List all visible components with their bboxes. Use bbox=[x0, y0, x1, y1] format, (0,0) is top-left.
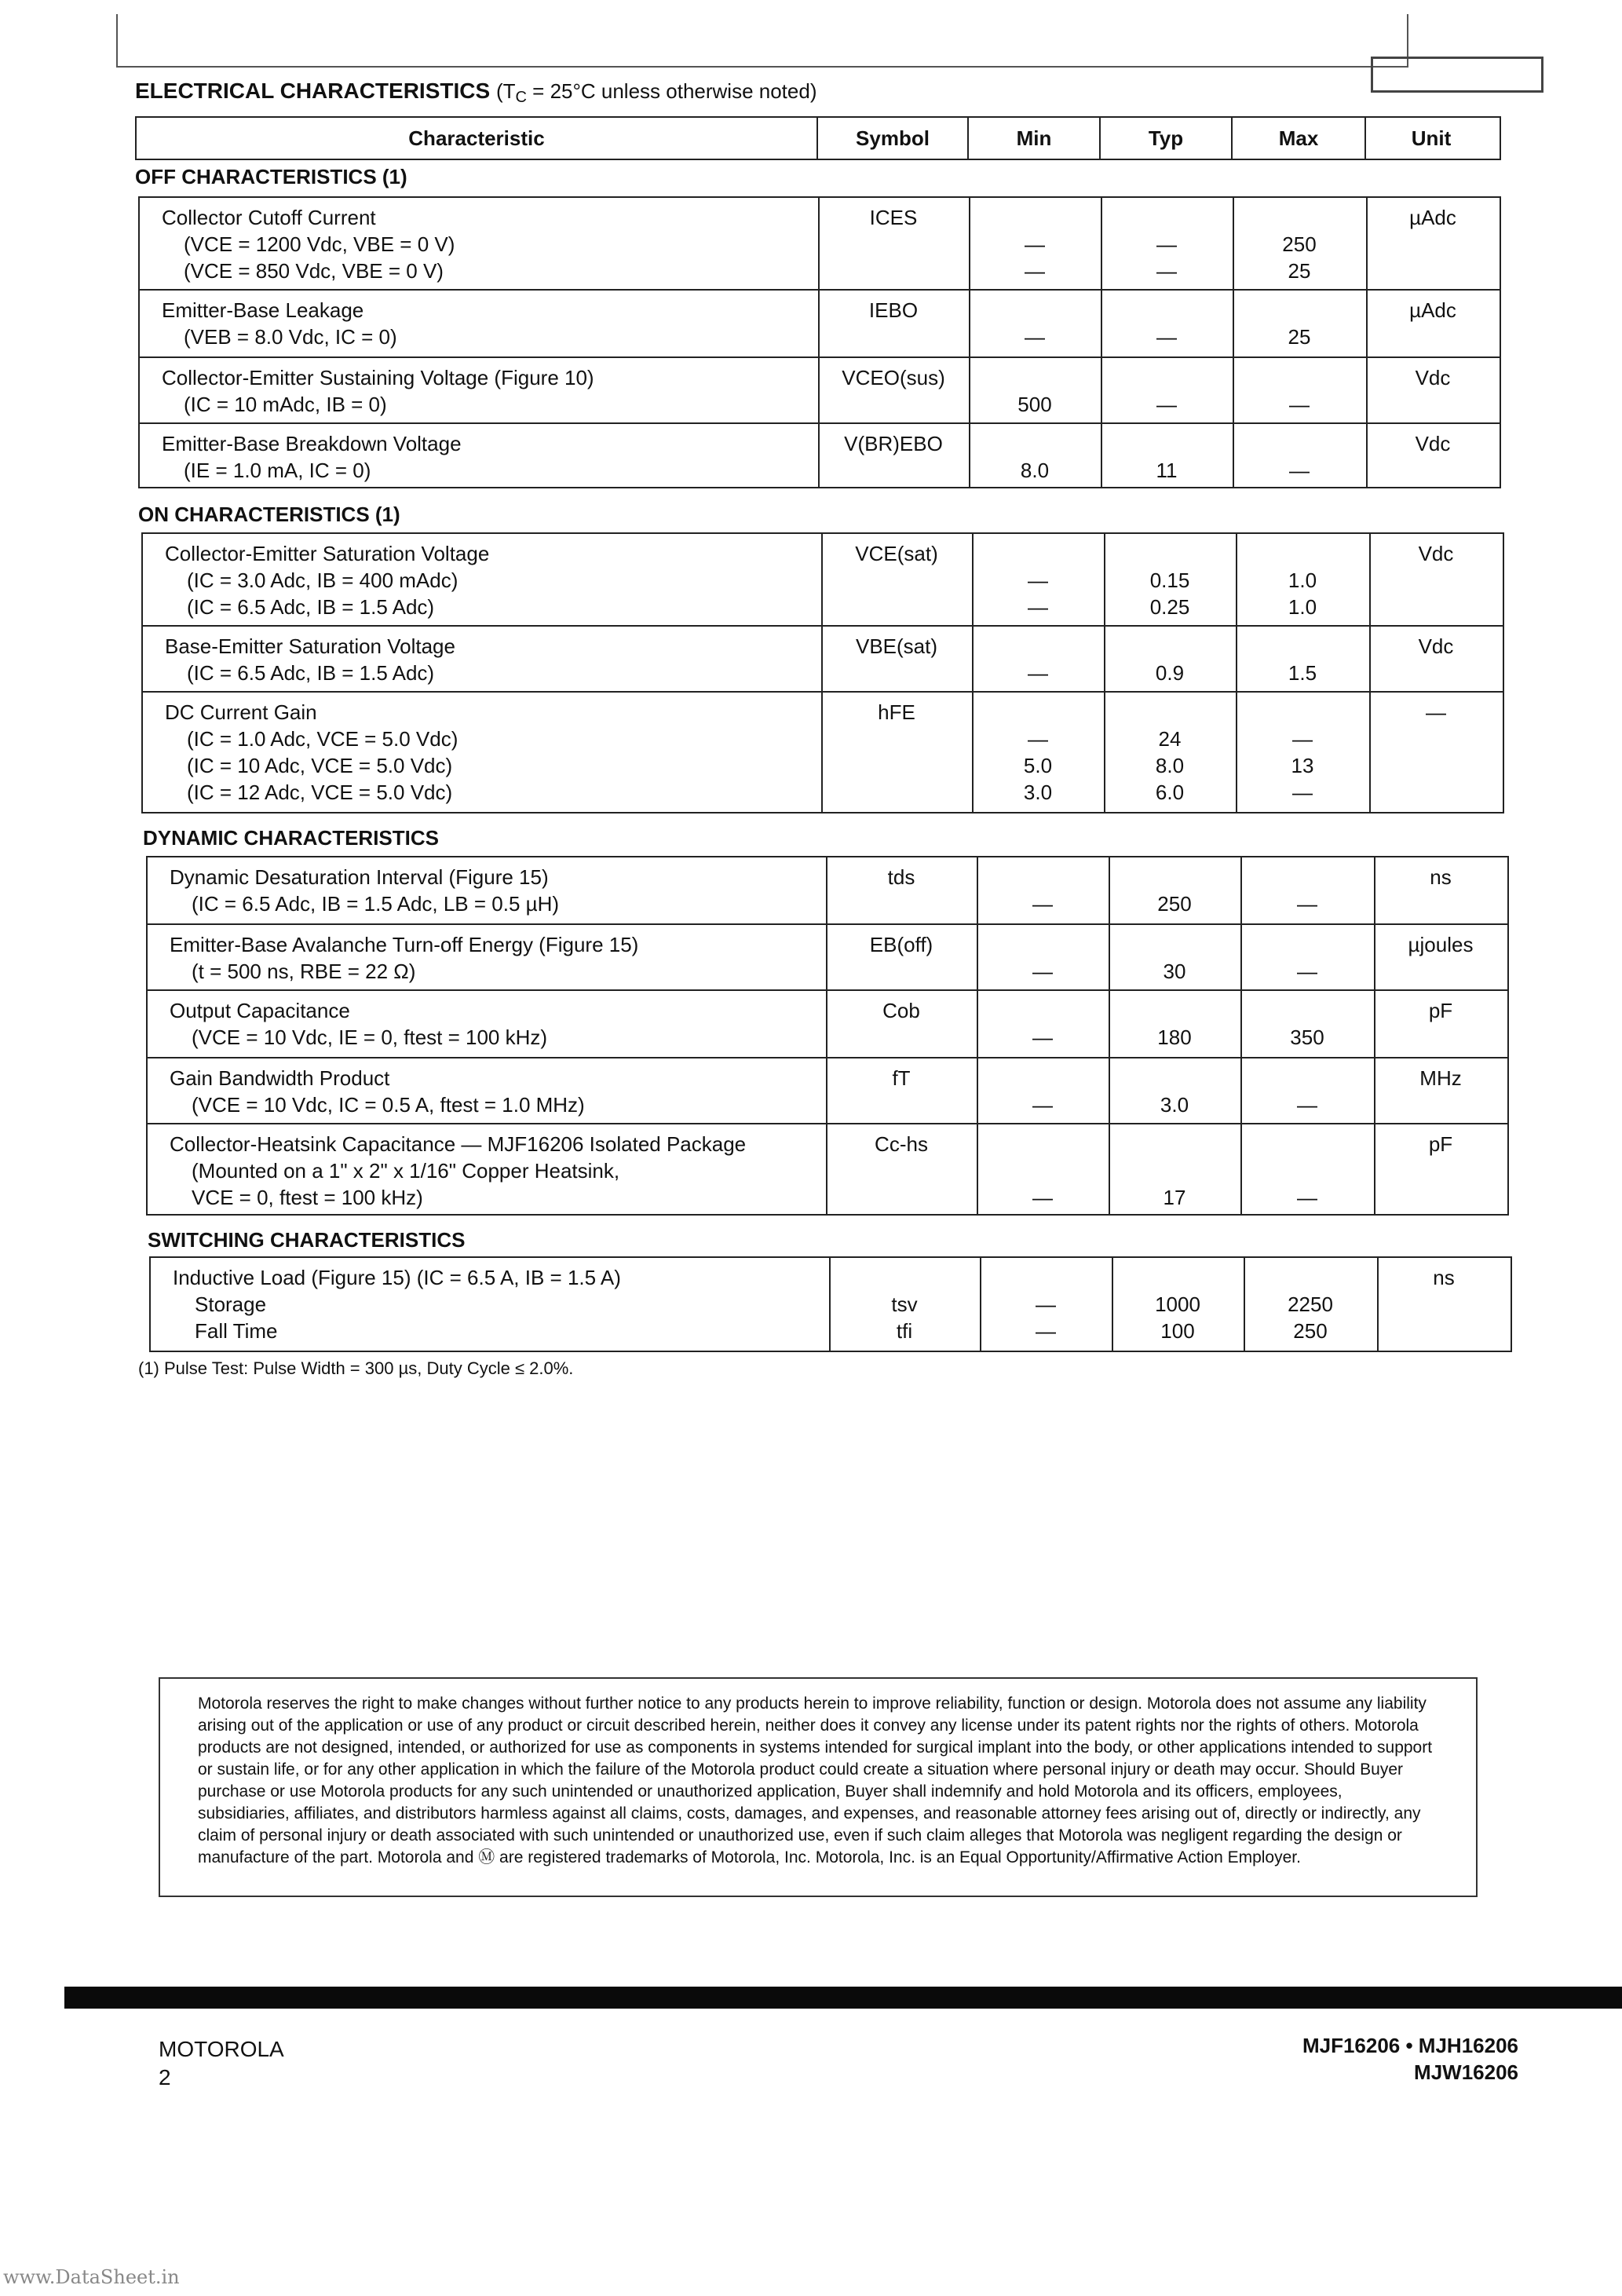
corner-frame bbox=[1371, 57, 1543, 93]
unit-cell: Vdc bbox=[1415, 366, 1451, 389]
unit-cell: Vdc bbox=[1415, 432, 1451, 455]
on-group bbox=[141, 532, 1504, 813]
unit-cell: — bbox=[1426, 700, 1446, 724]
characteristic-name: Collector-Heatsink Capacitance — MJF16206 Isolated Package bbox=[170, 1132, 747, 1156]
top-frame bbox=[116, 14, 1408, 68]
footer-bar bbox=[64, 1987, 1622, 2009]
unit-cell: µAdc bbox=[1409, 298, 1456, 322]
part-numbers-line2: MJW16206 bbox=[1414, 2060, 1518, 2084]
characteristic-name: Gain Bandwidth Product bbox=[170, 1066, 390, 1090]
characteristic-name: Collector Cutoff Current bbox=[162, 206, 376, 229]
characteristic-name: Emitter-Base Breakdown Voltage bbox=[162, 432, 462, 455]
symbol-cell: ICES bbox=[869, 206, 918, 229]
dynamic-group bbox=[146, 856, 1509, 1216]
symbol-cell: VBE(sat) bbox=[855, 634, 938, 658]
table-row: Emitter-Base Breakdown Voltage (IE = 1.0 mA, IC = 0) V(BR)EBO 8.0 11 — Vdc bbox=[140, 424, 1500, 490]
symbol-cell: V(BR)EBO bbox=[844, 432, 943, 455]
symbol-cell: hFE bbox=[878, 700, 915, 724]
table-row: Inductive Load (Figure 15) (IC = 6.5 A, IB = 1.5 A) Storage Fall Time tsv tfi — — 1000 100 2250 250 ns bbox=[151, 1258, 1511, 1354]
unit-cell: MHz bbox=[1419, 1066, 1462, 1090]
characteristic-name: Collector-Emitter Sustaining Voltage (Figure 10) bbox=[162, 366, 594, 389]
table-row: Collector Cutoff Current (VCE = 1200 Vdc, VBE = 0 V) (VCE = 850 Vdc, VBE = 0 V) ICES — — — — 250 25 µAdc bbox=[140, 198, 1500, 291]
unit-cell: µAdc bbox=[1409, 206, 1456, 229]
symbol-cell: EB(off) bbox=[869, 933, 933, 956]
symbol-cell: Cc-hs bbox=[875, 1132, 928, 1156]
symbol-cell: fT bbox=[892, 1066, 911, 1090]
off-group bbox=[138, 196, 1501, 488]
table-row: Collector-Heatsink Capacitance — MJF16206 Isolated Package (Mounted on a 1" x 2" x 1/16" Copper Heatsink, VCE = 0, ftest = 100 kHz) Cc-hs — 17 — pF bbox=[148, 1124, 1507, 1217]
characteristic-name: DC Current Gain bbox=[165, 700, 317, 724]
header-unit: Unit bbox=[1411, 126, 1452, 150]
characteristic-name: Base-Emitter Saturation Voltage bbox=[165, 634, 455, 658]
unit-cell: Vdc bbox=[1418, 542, 1454, 565]
symbol-cell: tds bbox=[887, 865, 915, 889]
section-switching: SWITCHING CHARACTERISTICS bbox=[148, 1228, 466, 1252]
table-header bbox=[135, 116, 1501, 160]
unit-cell: pF bbox=[1428, 1132, 1453, 1156]
header-max: Max bbox=[1233, 118, 1366, 159]
table-row: Base-Emitter Saturation Voltage (IC = 6.5 Adc, IB = 1.5 Adc) VBE(sat) — 0.9 1.5 Vdc bbox=[143, 627, 1503, 693]
section-on: ON CHARACTERISTICS (1) bbox=[138, 503, 400, 526]
part-numbers-line1: MJF16206 • MJH16206 bbox=[1302, 2034, 1518, 2057]
table-title: ELECTRICAL CHARACTERISTICS ($T_C = 25^\circ C$ unless otherwise noted) bbox=[135, 79, 817, 106]
switching-group bbox=[149, 1256, 1512, 1352]
unit-cell: ns bbox=[1430, 865, 1452, 889]
characteristic-name: Output Capacitance bbox=[170, 999, 350, 1022]
symbol-cell: Cob bbox=[882, 999, 920, 1022]
table-row: Collector-Emitter Sustaining Voltage (Figure 10) (IC = 10 mAdc, IB = 0) VCEO(sus) 500 — — Vdc bbox=[140, 358, 1500, 424]
characteristic-name: Emitter-Base Leakage bbox=[162, 298, 364, 322]
symbol-cell: IEBO bbox=[868, 298, 919, 322]
header-symbol: Symbol bbox=[818, 118, 969, 159]
company-name: MOTOROLA bbox=[159, 2037, 284, 2061]
header-characteristic: Characteristic bbox=[137, 118, 818, 159]
symbol-cell: tsv bbox=[891, 1292, 918, 1316]
footer-left bbox=[159, 2035, 284, 2092]
table-row: Gain Bandwidth Product (VCE = 10 Vdc, IC = 0.5 A, ftest = 1.0 MHz) fT — 3.0 — MHz bbox=[148, 1058, 1507, 1124]
table-row: Collector-Emitter Saturation Voltage (IC = 3.0 Adc, IB = 400 mAdc) (IC = 6.5 Adc, IB = 1.5 Adc) VCE(sat) — — 0.15 0.25 1.0 1.0 Vdc bbox=[143, 534, 1503, 627]
header-typ: Typ bbox=[1101, 118, 1233, 159]
unit-cell: pF bbox=[1428, 999, 1453, 1022]
characteristic-name: Dynamic Desaturation Interval (Figure 15) bbox=[170, 865, 549, 889]
footnote: (1) Pulse Test: Pulse Width = 300 µs, Duty Cycle ≤ 2.0%. bbox=[138, 1358, 574, 1378]
characteristic-name: Collector-Emitter Saturation Voltage bbox=[165, 542, 490, 565]
section-dynamic: DYNAMIC CHARACTERISTICS bbox=[143, 826, 439, 850]
unit-cell: ns bbox=[1433, 1266, 1455, 1289]
symbol-cell: VCEO(sus) bbox=[842, 366, 945, 389]
symbol-cell: VCE(sat) bbox=[855, 542, 938, 565]
table-row: DC Current Gain (IC = 1.0 Adc, VCE = 5.0 Vdc) (IC = 10 Adc, VCE = 5.0 Vdc) (IC = 12 Adc, VCE = 5.0 Vdc) hFE — 5.0 3.0 24 8.0 6.0 — 13 — — bbox=[143, 693, 1503, 815]
table-row: Emitter-Base Leakage (VEB = 8.0 Vdc, IC = 0) IEBO — — 25 µAdc bbox=[140, 291, 1500, 358]
footer-right bbox=[1302, 2032, 1518, 2086]
header-min: Min bbox=[969, 118, 1101, 159]
characteristic-name: Inductive Load (Figure 15) (IC = 6.5 A, IB = 1.5 A) bbox=[173, 1266, 621, 1289]
characteristic-name: Emitter-Base Avalanche Turn-off Energy (Figure 15) bbox=[170, 933, 639, 956]
legal-disclaimer: Motorola reserves the right to make changes without further notice to any products herein to improve reliability, function or design. Motorola does not assume any liability arising out of the application or use of any product or circuit described herein, neither does it convey any license under its patent rights nor the rights of others. Motorola products are not designed, intended, or authorized for use as components in systems intended for surgical implant into the body, or other applications intended to support or sustain life, or for any other application in which the failure of the Motorola product could create a situation where personal injury or death may occur. Should Buyer purchase or use Motorola products for any such unintended or unauthorized application, Buyer shall indemnify and hold Motorola and its officers, employees, subsidiaries, affiliates, and distributors harmless against all claims, costs, damages, and expenses, and reasonable attorney fees arising out of, directly or indirectly, any claim of personal injury or death associated with such unintended or unauthorized use, even if such claim alleges that Motorola was negligent regarding the design or manufacture of the part. Motorola and Ⓜ are registered trademarks of Motorola, Inc. Motorola, Inc. is an Equal Opportunity/Affirmative Action Employer. bbox=[159, 1677, 1478, 1897]
unit-cell: µjoules bbox=[1408, 933, 1474, 956]
table-row: Dynamic Desaturation Interval (Figure 15) (IC = 6.5 Adc, IB = 1.5 Adc, LB = 0.5 µH) tds — 250 — ns bbox=[148, 857, 1507, 925]
table-row: Emitter-Base Avalanche Turn-off Energy (Figure 15) (t = 500 ns, RBE = 22 Ω) EB(off) — 30 — µjoules bbox=[148, 925, 1507, 991]
table-row: Output Capacitance (VCE = 10 Vdc, IE = 0, ftest = 100 kHz) Cob — 180 350 pF bbox=[148, 991, 1507, 1058]
page-number: 2 bbox=[159, 2065, 171, 2089]
section-off: OFF CHARACTERISTICS (1) bbox=[135, 165, 407, 188]
unit-cell: Vdc bbox=[1418, 634, 1454, 658]
symbol-cell: tfi bbox=[896, 1319, 913, 1343]
watermark: www.DataSheet.in bbox=[3, 2266, 180, 2288]
